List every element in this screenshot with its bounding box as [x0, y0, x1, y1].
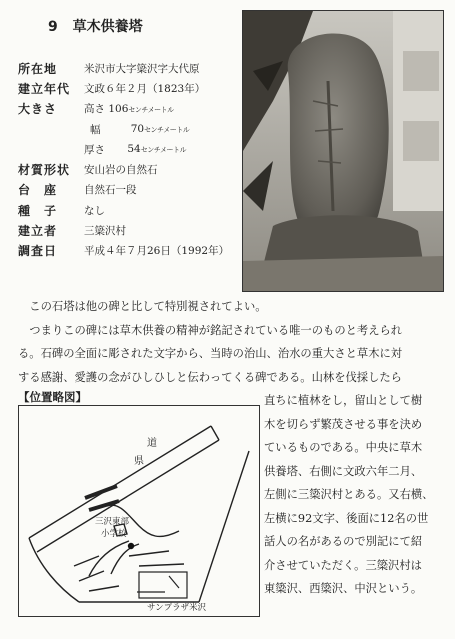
attr-label: 材質形状	[18, 163, 71, 178]
size-width-label: 幅	[90, 123, 101, 136]
attr-label: 所在地	[18, 61, 58, 76]
attr-label: 建立者	[18, 224, 58, 239]
right-line: 直ちに植林をし，留山として樹	[264, 394, 423, 407]
right-line: 話人の名があるので別記にて紹	[264, 535, 423, 548]
right-column-text	[264, 389, 442, 601]
attr-value: 平成４年７月26日（1992年）	[84, 245, 230, 258]
size-unit: センチメートル	[128, 106, 174, 115]
size-unit: センチメートル	[144, 126, 190, 135]
attr-value	[84, 101, 238, 116]
attr-label: 建立年代	[18, 81, 71, 96]
size-depth-row	[18, 139, 238, 159]
size-depth-label: 厚さ	[84, 143, 105, 156]
body-text	[18, 295, 438, 389]
attr-label: 大きさ	[18, 102, 58, 117]
size-depth-value: 54	[127, 143, 141, 156]
attr-base	[18, 180, 238, 200]
map-label-prefectural-road-1: 県	[134, 456, 144, 467]
right-line: 東簗沢、西簗沢、中沢という。	[264, 582, 423, 595]
page-title	[48, 16, 143, 36]
attr-size	[18, 99, 238, 119]
map-label-prefectural-road-2: 道	[147, 438, 157, 449]
attr-value: なし	[84, 204, 105, 217]
right-line: 左側に三簗沢村とある。又右横、	[264, 488, 434, 501]
attr-builder	[18, 220, 238, 240]
attr-value: 米沢市大字簗沢字大代原	[84, 62, 200, 75]
right-line: ているものである。中央に草木	[264, 441, 423, 454]
attr-value: 文政６年２月（1823年）	[84, 82, 206, 95]
paragraph-2-line-3: する感謝、愛護の念がひしひしと伝わってくる碑である。山林を伐採したら	[18, 370, 402, 384]
map-label-school-1: 三沢東部	[95, 517, 130, 527]
location-map	[18, 405, 260, 617]
monument-name: 草木供養塔	[72, 19, 143, 35]
monument-photo	[242, 10, 444, 292]
attribute-table	[18, 58, 238, 261]
stone-monument-image	[243, 11, 443, 291]
attr-label: 台 座	[18, 183, 58, 198]
paragraph-2-line-1: つまりこの碑には草木供養の精神が銘記されている唯一のものと考えられ	[29, 323, 403, 337]
attr-survey	[18, 241, 238, 261]
size-unit: センチメートル	[140, 146, 186, 155]
map-label-landmark: サンプラザ米沢	[147, 603, 207, 613]
attr-location	[18, 58, 238, 78]
size-height-value: 106	[108, 103, 129, 116]
map-label-school-2: 小学校	[101, 529, 127, 539]
attr-value: 三簗沢村	[84, 225, 126, 238]
right-line: 木を切らず繁茂させる事を決め	[264, 417, 423, 431]
right-line: 介させていただく。三簗沢村は	[264, 558, 422, 572]
item-number: 9	[48, 19, 58, 35]
attr-built	[18, 78, 238, 98]
right-line: 供養塔、右側に文政六年二月、	[264, 464, 423, 478]
size-width-value: 70	[130, 123, 145, 136]
right-line: 左横に92文字、後面に12名の世	[264, 511, 429, 525]
attr-label: 種 子	[18, 203, 58, 218]
size-width-row	[18, 119, 238, 139]
attr-label: 調査日	[18, 244, 58, 259]
size-height-label: 高さ	[84, 103, 105, 116]
paragraph-2-line-2: る。石碑の全面に彫された文字から、当時の治山、治水の重大さと草木に対	[18, 347, 403, 360]
attr-material	[18, 159, 238, 179]
attr-type	[18, 200, 238, 220]
location-map-drawing	[19, 406, 259, 616]
attr-value: 自然石一段	[84, 184, 137, 197]
paragraph-1: この石塔は他の碑と比して特別視されてよい。	[29, 300, 267, 313]
attr-value: 安山岩の自然石	[84, 164, 158, 177]
map-heading: 【位置略図】	[18, 390, 87, 404]
